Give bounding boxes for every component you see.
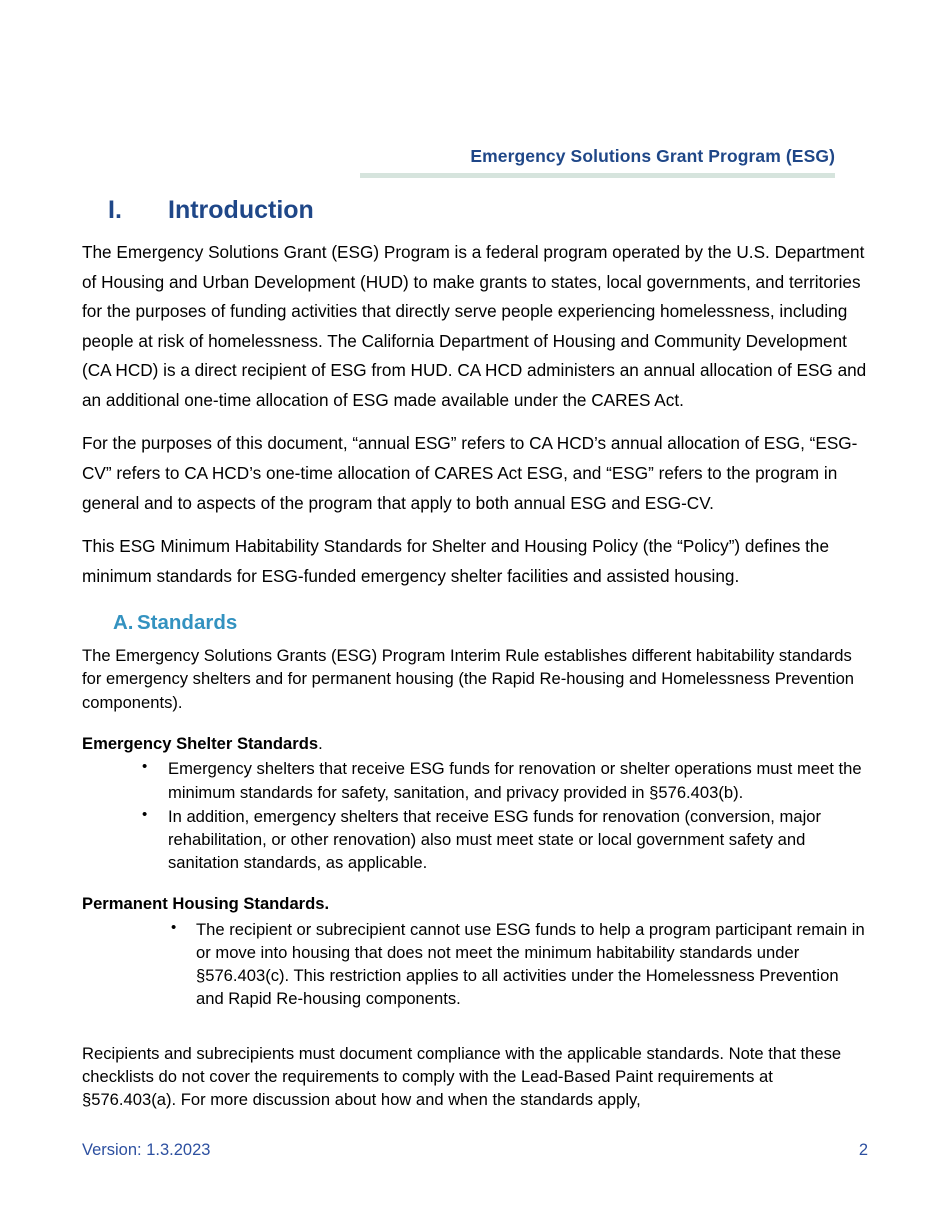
- paragraph-intro-1: The Emergency Solutions Grant (ESG) Program is a federal program operated by the U.S. Department of Housing and Urban Development (HUD) to make grants to states, local governments, and territories for the purposes of funding activities that directly serve people experiencing homelessness, including people at risk of homelessness. The California Department of Housing and Community Development (CA HCD) is a direct recipient of ESG from HUD. CA HCD administers an annual allocation of ESG and an additional one-time allocation of ESG made available under the CARES Act.: [82, 242, 867, 410]
- header-program-title: Emergency Solutions Grant Program (ESG): [470, 146, 835, 166]
- label-emergency-shelter-standards-text: Emergency Shelter Standards: [82, 734, 319, 754]
- paragraph-intro-2: For the purposes of this document, “annual ESG” refers to CA HCD’s annual allocation of ESG, “ESG-CV” refers to CA HCD’s one-time allocation of CARES Act ESG, and “ESG” refers to the program in general and to aspects of the program that apply to both annual ESG and ESG-CV.: [82, 433, 858, 513]
- header-divider-rule: [360, 173, 835, 178]
- subsection-heading-standards: [82, 611, 868, 635]
- footer-version: Version: 1.3.2023: [82, 1141, 211, 1159]
- label-emergency-shelter-standards-suffix: .: [318, 734, 323, 754]
- paragraph-standards-intro: The Emergency Solutions Grants (ESG) Program Interim Rule establishes different habitability standards for emergency shelters and for permanent housing (the Rapid Re-housing and Homelessness Prevention components).: [82, 645, 855, 712]
- section-number: I.: [108, 196, 122, 224]
- page-footer: [82, 1141, 868, 1160]
- subsection-title: Standards: [137, 611, 238, 635]
- list-emergency-shelter-standards: [82, 757, 868, 874]
- label-emergency-shelter-standards: [82, 732, 868, 755]
- document-body: [82, 196, 868, 1122]
- list-item: • Emergency shelters that receive ESG funds for renovation or shelter operations must meet the minimum standards for safety, sanitation, and privacy provided in §576.403(b).: [82, 757, 868, 803]
- list-item: • The recipient or subrecipient cannot use ESG funds to help a program participant remain in or move into housing that does not meet the minimum habitability standards under §576.403(c). This restriction applies to all activities under the Homelessness Prevention and Rapid Re-housing components.: [82, 918, 868, 1011]
- list-permanent-housing-standards: [82, 918, 868, 1011]
- paragraph-closing: Recipients and subrecipients must document compliance with the applicable standards. Note that these checklists do not cover the requirements to comply with the Lead-Based Paint requirements at §576.403(a). For more discussion about how and when the standards apply,: [82, 1043, 842, 1110]
- section-heading: [82, 196, 868, 224]
- paragraph-intro-3: This ESG Minimum Habitability Standards for Shelter and Housing Policy (the “Policy”) defines the minimum standards for ESG-funded emergency shelter facilities and assisted housing.: [82, 536, 830, 586]
- page-header: [360, 146, 835, 178]
- label-permanent-housing-standards-text: Permanent Housing Standards.: [82, 894, 330, 914]
- list-item: • In addition, emergency shelters that receive ESG funds for renovation (conversion, major rehabilitation, or other renovation) also must meet state or local government safety and sanitation standards, as applicable.: [82, 805, 868, 875]
- section-title: Introduction: [168, 196, 314, 224]
- label-permanent-housing-standards: [82, 892, 868, 915]
- footer-page-number: 2: [858, 1141, 868, 1159]
- subsection-number: A.: [113, 611, 134, 635]
